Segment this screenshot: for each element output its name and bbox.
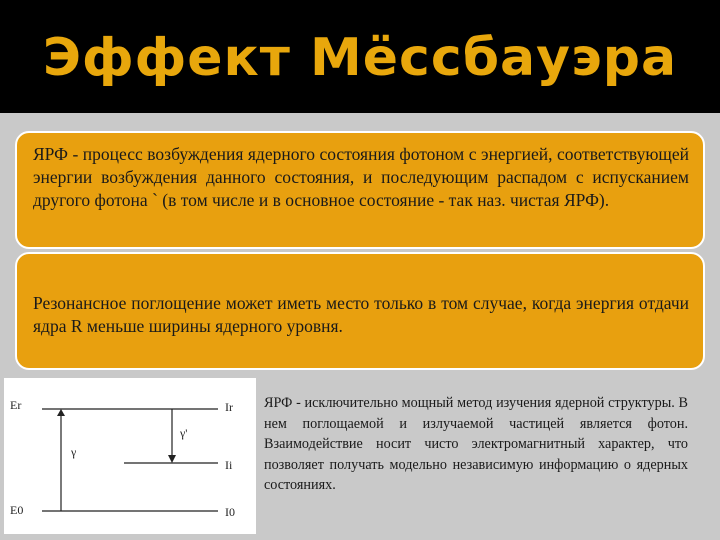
slide-title: Эффект Мёссбауэра (42, 28, 678, 88)
label-e0: E0 (10, 503, 24, 517)
definition-box (15, 131, 705, 249)
energy-level-diagram (4, 378, 256, 534)
condition-text: Резонансное поглощение может иметь место только в том случае, когда энергия отдачи ядра R меньше ширины ядерного уровня. (33, 293, 689, 336)
gamma-absorption-arrowhead (57, 409, 65, 416)
gamma-emission-arrowhead (168, 455, 176, 463)
method-description: ЯРФ - исключительно мощный метод изучения ядерной структуры. В нем поглощаемой и излучаемой частицей является фотон. Взаимодействие носит чисто электромагнитный характер, что позволяет получать модельно независимую информацию о ядерных состояниях. (264, 395, 688, 493)
condition-box (15, 252, 705, 370)
label-ir: Ir (225, 400, 233, 414)
label-er: Er (10, 398, 22, 412)
definition-text: ЯРФ - процесс возбуждения ядерного состояния фотоном с энергией, соответствующей энергии возбуждения данного состояния, и последующим распадом с испусканием другого фотона ` (в том числе и в основное состояние - так наз. чистая ЯРФ). (33, 144, 689, 210)
label-i0: I0 (225, 505, 235, 519)
label-gamma-prime: γ' (180, 426, 188, 440)
label-gamma: γ (71, 445, 77, 459)
label-ii: Ii (225, 458, 233, 472)
title-bar (0, 0, 720, 113)
